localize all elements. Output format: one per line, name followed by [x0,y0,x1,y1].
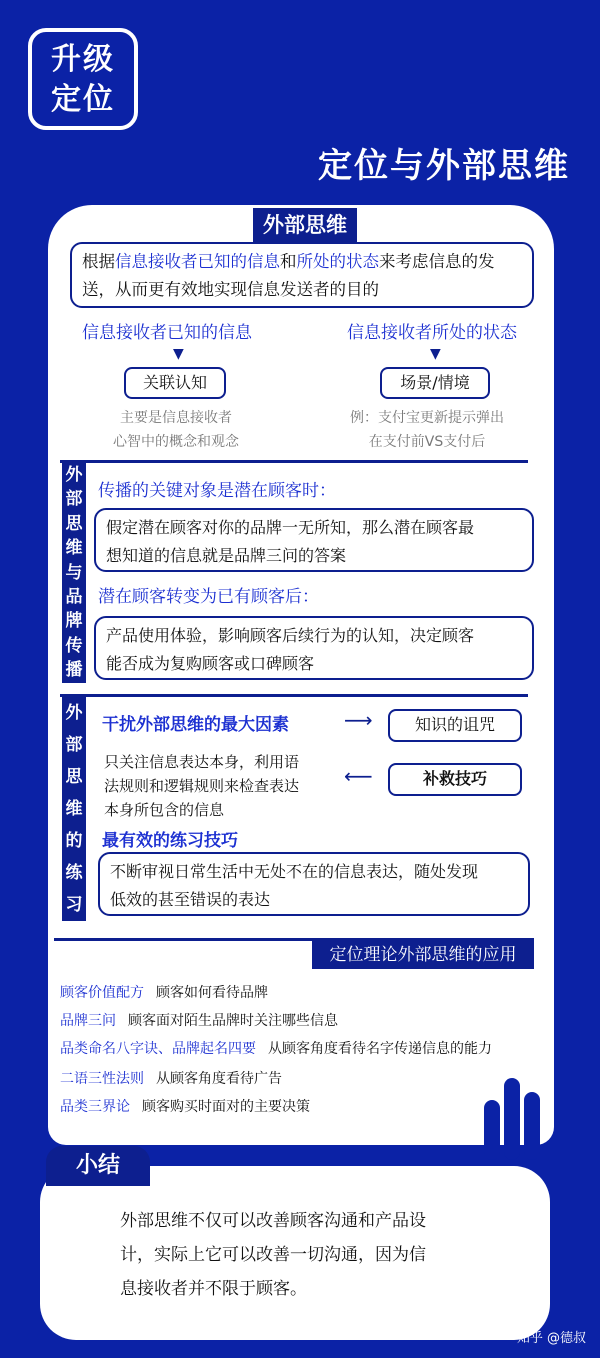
pill-curse-of-knowledge: 知识的诅咒 [388,709,522,742]
heading-potential-customer: 传播的关键对象是潜在顾客时： [98,481,336,501]
application-desc: 顾客如何看待品牌 [156,985,268,1001]
application-key: 品类命名八字诀、品牌起名四要 [60,1041,256,1057]
def-part-3: 所处的状态 [296,252,379,271]
vlabel-char: 播 [65,660,83,681]
vlabel-char: 部 [65,735,83,755]
box-line: 假定潜在顾客对你的品牌一无所知，那么潜在顾客最 [106,518,475,537]
box-line: 能否成为复购顾客或口碑顾客 [106,654,315,673]
right-note [332,406,522,454]
arrow-left-icon: ⟵ [344,764,373,788]
vlabel-char: 与 [65,562,83,583]
vlabel-char: 思 [65,513,83,534]
summary-box [40,1166,550,1340]
vlabel-char: 习 [65,895,83,915]
application-desc: 顾客购买时面对的主要决策 [142,1099,310,1115]
section-label-practice [62,697,86,921]
plain-line: 法规则和逻辑规则来检查表达 [104,777,300,795]
box-effective-practice [98,852,530,916]
application-key: 品类三界论 [60,1099,130,1115]
vlabel-char: 的 [65,831,83,851]
heading-existing-customer: 潜在顾客转变为已有顾客后： [98,587,319,607]
box-line: 产品使用体验，影响顾客后续行为的认知，决定顾客 [106,626,475,645]
application-item [60,1038,492,1058]
left-note-line1: 主要是信息接收者 [120,410,232,426]
left-col-title: 信息接收者已知的信息 [82,323,252,343]
section-label-brand-communication [62,463,86,683]
summary-tab: 小结 [46,1146,150,1186]
application-desc: 从顾客角度看待广告 [156,1071,282,1087]
def-part-1: 信息接收者已知的信息 [115,252,280,271]
section-divider [60,694,528,697]
summary-line: 外部思维不仅可以改善顾客沟通和产品设 [120,1211,426,1231]
vlabel-char: 外 [65,465,83,485]
vlabel-char: 思 [65,767,83,787]
vlabel-char: 练 [65,863,83,883]
badge-line2: 定位 [51,82,115,117]
down-arrow-icon: ▼ [430,346,441,362]
application-item [60,982,268,1002]
arrow-right-icon: ⟶ [344,708,373,732]
left-note-line2: 心智中的概念和观念 [113,434,239,450]
hand-illustration [478,1070,548,1170]
application-item [60,1068,282,1088]
right-col-title: 信息接收者所处的状态 [347,323,517,343]
vlabel-char: 部 [65,489,83,510]
application-item [60,1096,310,1116]
application-key: 二语三性法则 [60,1071,144,1087]
right-note-line1: 例：支付宝更新提示弹出 [350,410,504,426]
application-desc: 从顾客角度看待名字传递信息的能力 [268,1041,492,1057]
box-potential-customer [94,508,534,572]
pill-associated-cognition: 关联认知 [124,367,226,399]
def-part-4: 来考虑信息的发送，从而更有效地实现信息发送者的目的 [82,252,495,299]
vlabel-char: 维 [65,538,83,559]
application-key: 顾客价值配方 [60,985,144,1001]
vlabel-char: 传 [65,635,83,656]
def-part-0: 根据 [82,252,115,271]
heading-biggest-factor: 干扰外部思维的最大因素 [102,715,289,735]
plain-line: 本身所包含的信息 [104,801,225,819]
box-line: 低效的甚至错误的表达 [110,890,271,909]
right-note-line2: 在支付前VS支付后 [368,434,486,450]
pill-scenario: 场景/情境 [380,367,490,399]
box-line: 想知道的信息就是品牌三问的答案 [106,546,347,565]
left-note [96,406,256,454]
text-focus-expression [104,750,344,822]
summary-line: 息接收者并不限于顾客。 [120,1279,307,1299]
page-title: 定位与外部思维 [318,146,570,186]
section-tab-external-thinking: 外部思维 [253,208,357,242]
down-arrow-icon: ▼ [173,346,184,362]
pill-remedy-skills: 补救技巧 [388,763,522,796]
application-key: 品牌三问 [60,1013,116,1029]
upgrade-positioning-badge [28,28,138,130]
section-tab-application: 定位理论外部思维的应用 [312,941,534,969]
section-divider [60,460,528,463]
definition-box [70,242,534,308]
box-existing-customer [94,616,534,680]
vlabel-char: 外 [65,703,83,723]
vlabel-char: 维 [65,799,83,819]
heading-effective-practice: 最有效的练习技巧 [102,831,238,851]
badge-line1: 升级 [51,42,115,77]
vlabel-char: 牌 [65,611,83,632]
application-desc: 顾客面对陌生品牌时关注哪些信息 [128,1013,338,1029]
box-line: 不断审视日常生活中无处不在的信息表达，随处发现 [110,862,479,881]
vlabel-char: 品 [65,587,83,608]
watermark: 知乎 @德叔 [516,1331,586,1346]
plain-line: 只关注信息表达本身，利用语 [104,753,300,771]
summary-line: 计，实际上它可以改善一切沟通，因为信 [120,1245,426,1265]
def-part-2: 和 [280,252,297,271]
application-item [60,1010,338,1030]
